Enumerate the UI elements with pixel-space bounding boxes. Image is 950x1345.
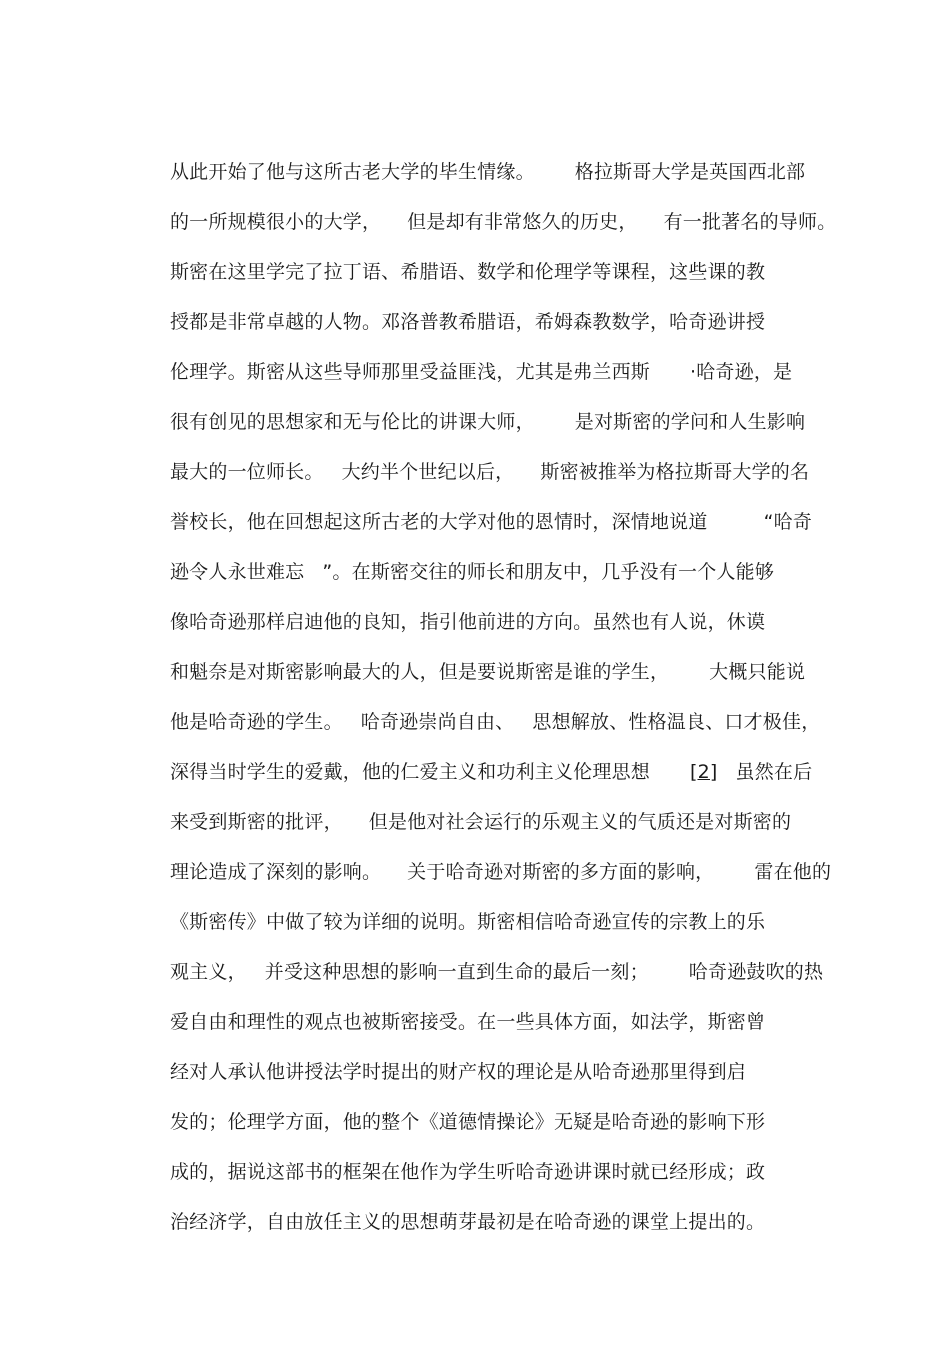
text-line xyxy=(145,627,806,683)
text-segment: 并受这种思想的影响一直到生命的最后一刻； xyxy=(264,961,649,983)
text-segment: 大概只能说 xyxy=(709,661,806,683)
text-segment: 发的；伦理学方面，他的整个《道德情操论》无疑是哈奇逊的影响下形 xyxy=(169,1111,766,1133)
text-segment: 和魁奈是对斯密影响最大的人，但是要说斯密是谁的学生， xyxy=(169,661,670,683)
text-segment: 观主义， xyxy=(169,961,247,983)
text-line xyxy=(145,1127,805,1183)
text-line xyxy=(145,527,805,583)
text-line xyxy=(145,577,805,633)
text-segment: 哈奇逊崇尚自由、 xyxy=(360,711,515,733)
text-line xyxy=(145,427,810,483)
text-segment: 大约半个世纪以后， xyxy=(341,461,515,483)
text-segment: ·哈奇逊，是 xyxy=(689,361,793,383)
text-segment: 伦理学。斯密从这些导师那里受益匪浅，尤其是弗兰西斯 xyxy=(169,361,650,383)
text-segment: 深得当时学生的爱戴，他的仁爱主义和功利主义伦理思想 xyxy=(169,761,650,783)
text-segment: 的一所规模很小的大学， xyxy=(169,211,382,233)
text-segment: 斯密在这里学完了拉丁语、希腊语、数学和伦理学等课程，这些课的教 xyxy=(169,261,766,283)
text-segment: 但是却有非常悠久的历史， xyxy=(407,211,638,233)
text-line xyxy=(145,677,821,733)
text-segment: 从此开始了他与这所古老大学的毕生情缘。 xyxy=(169,161,535,183)
text-segment: 是对斯密的学问和人生影响 xyxy=(574,411,806,433)
text-line xyxy=(145,827,832,883)
text-line xyxy=(145,1077,805,1133)
text-segment: 关于哈奇逊对斯密的多方面的影响， xyxy=(407,861,715,883)
text-segment: 像哈奇逊那样启迪他的良知，指引他前进的方向。虽然也有人说，休谟 xyxy=(169,611,766,633)
text-segment: 雷在他的 xyxy=(754,861,832,883)
text-line xyxy=(145,1027,805,1083)
text-line xyxy=(145,227,805,283)
text-segment: 很有创见的思想家和无与伦比的讲课大师， xyxy=(169,411,535,433)
text-segment: 授都是非常卓越的人物。邓洛普教希腊语，希姆森教数学，哈奇逊讲授 xyxy=(169,311,766,333)
text-segment: 治经济学，自由放任主义的思想萌芽最初是在哈奇逊的课堂上提出的。 xyxy=(169,1211,766,1233)
text-line xyxy=(145,477,813,533)
text-line xyxy=(145,727,813,783)
text-segment: 有一批著名的导师。 xyxy=(663,211,837,233)
text-line xyxy=(145,127,806,183)
text-segment: 来受到斯密的批评， xyxy=(169,811,343,833)
text-line xyxy=(145,1177,805,1233)
text-segment: 格拉斯哥大学是英国西北部 xyxy=(574,161,806,183)
text-segment: 理论造成了深刻的影响。 xyxy=(169,861,382,883)
text-line xyxy=(145,777,805,833)
text-segment: 思想解放、性格温良、口才极佳， xyxy=(532,711,821,733)
text-segment: 成的，据说这部书的框架在他作为学生听哈奇逊讲课时就已经形成；政 xyxy=(169,1161,766,1183)
text-segment: 斯密被推举为格拉斯哥大学的名 xyxy=(540,461,810,483)
text-line xyxy=(145,177,837,233)
text-line xyxy=(145,877,805,933)
text-segment: ”。在斯密交往的师长和朋友中，几乎没有一个人能够 xyxy=(322,561,775,583)
text-segment: 《斯密传》中做了较为详细的说明。斯密相信哈奇逊宣传的宗教上的乐 xyxy=(169,911,766,933)
text-line xyxy=(145,977,805,1033)
text-segment: 经对人承认他讲授法学时提出的财产权的理论是从哈奇逊那里得到启 xyxy=(169,1061,746,1083)
text-segment: 他是哈奇逊的学生。 xyxy=(169,711,343,733)
text-segment: “哈奇 xyxy=(763,511,813,533)
text-line xyxy=(145,327,805,383)
text-line xyxy=(145,927,824,983)
text-segment: 誉校长，他在回想起这所古老的大学对他的恩情时，深情地说道 xyxy=(169,511,708,533)
text-segment: 逊令人永世难忘 xyxy=(169,561,305,583)
text-segment: 最大的一位师长。 xyxy=(169,461,324,483)
text-line xyxy=(145,277,805,333)
text-segment: 哈奇逊鼓吹的热 xyxy=(688,961,824,983)
text-line xyxy=(145,377,806,433)
text-segment: 虽然在后 xyxy=(735,761,813,783)
text-segment: 爱自由和理性的观点也被斯密接受。在一些具体方面，如法学，斯密曾 xyxy=(169,1011,766,1033)
text-segment: 但是他对社会运行的乐观主义的气质还是对斯密的 xyxy=(368,811,792,833)
footnote-reference-link[interactable]: [2] xyxy=(689,761,718,783)
